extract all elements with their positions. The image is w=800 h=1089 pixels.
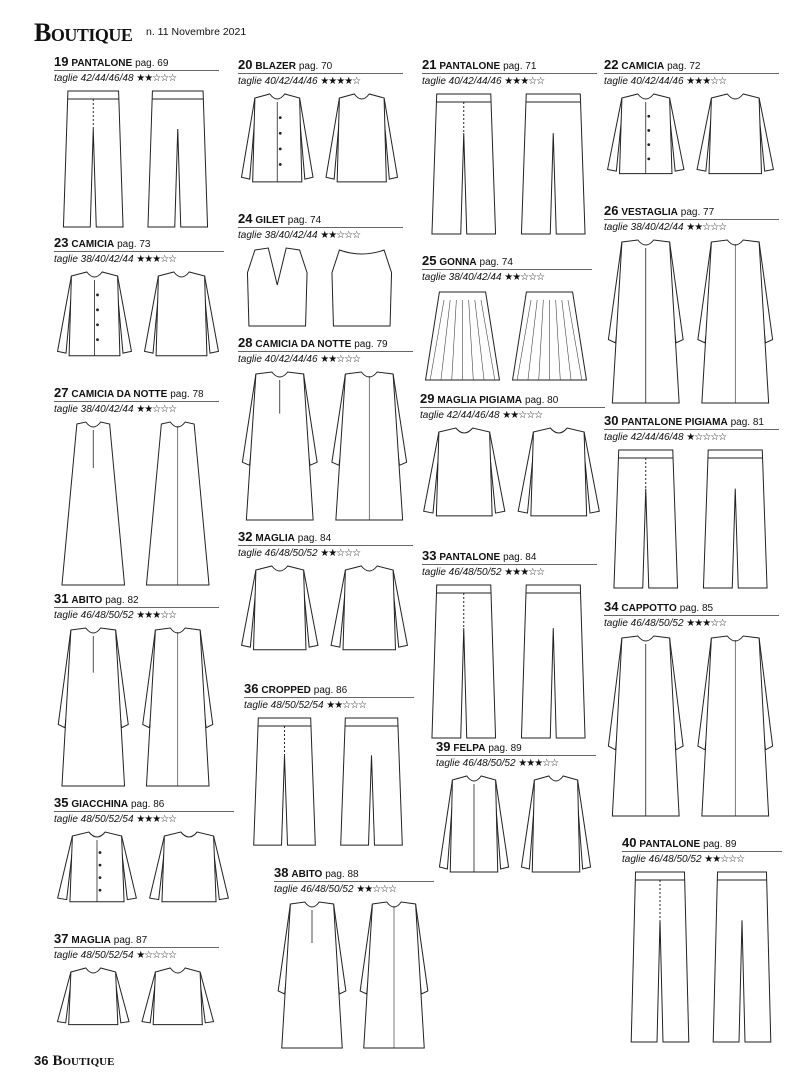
- item-page-ref: pag. 69: [135, 58, 169, 69]
- item-page-ref: pag. 78: [170, 389, 204, 400]
- item-sizes: taglie 42/44/46/48: [54, 73, 134, 84]
- garment-drawing: [54, 418, 219, 589]
- garment-sketch: [604, 236, 779, 407]
- item-sizes: taglie 38/40/42/44: [604, 222, 684, 233]
- item-number: 29: [420, 391, 435, 406]
- item-sizes: taglie 40/42/44/46: [422, 76, 502, 87]
- item-sizes: taglie 46/48/50/52: [238, 548, 318, 559]
- garment-drawing: [54, 87, 219, 231]
- item-sizes-line: [54, 401, 219, 416]
- item-title: [604, 204, 714, 219]
- item-page-ref: pag. 84: [297, 533, 332, 544]
- garment-sketch: [238, 368, 413, 524]
- garment-drawing: [244, 714, 414, 856]
- item-sizes: taglie 38/40/42/44: [54, 404, 134, 415]
- garment-sketch: [238, 562, 413, 673]
- pattern-item: [238, 336, 413, 526]
- pattern-item: [238, 530, 413, 675]
- item-sizes-line: [244, 697, 414, 712]
- item-title: [422, 549, 536, 564]
- item-title: [436, 740, 522, 755]
- item-title: [422, 254, 513, 269]
- item-sizes: taglie 40/42/44/46: [238, 354, 318, 365]
- garment-sketch: [604, 446, 779, 592]
- item-sizes-line: [422, 564, 597, 579]
- item-sizes: taglie 38/40/42/44: [238, 230, 318, 241]
- item-sizes: taglie 38/40/42/44: [54, 254, 134, 265]
- item-number: 27: [54, 385, 69, 400]
- item-title: [604, 58, 700, 73]
- difficulty-stars: ★★★★☆: [320, 76, 361, 87]
- item-sizes: taglie 48/50/52/54: [54, 814, 134, 825]
- pattern-item: [422, 254, 592, 386]
- item-name: MAGLIA: [255, 533, 295, 544]
- garment-drawing: [604, 90, 779, 196]
- item-title: [238, 336, 388, 351]
- item-number: 24: [238, 211, 253, 226]
- difficulty-stars: ★★★☆☆: [518, 758, 559, 769]
- item-name: FELPA: [453, 743, 486, 754]
- item-name: MAGLIA: [71, 935, 111, 946]
- garment-drawing: [422, 90, 597, 238]
- pattern-item: [604, 414, 779, 594]
- item-page-ref: pag. 79: [354, 339, 388, 350]
- item-name: CAMICIA DA NOTTE: [255, 339, 352, 350]
- item-page-ref: pag. 85: [679, 603, 714, 614]
- item-sizes-line: [54, 251, 224, 266]
- item-title: [238, 58, 332, 73]
- item-sizes: taglie 42/44/46/48: [420, 410, 500, 421]
- item-name: ABITO: [291, 869, 323, 880]
- item-name: MAGLIA PIGIAMA: [437, 395, 523, 406]
- pattern-item: [604, 600, 779, 822]
- item-name: BLAZER: [255, 61, 296, 72]
- item-number: 38: [274, 865, 289, 880]
- item-page-ref: pag. 74: [287, 215, 322, 226]
- garment-drawing: [622, 868, 782, 1046]
- item-title: [54, 592, 139, 607]
- item-page-ref: pag. 82: [105, 595, 139, 606]
- item-sizes-line: [54, 947, 219, 962]
- garment-drawing: [238, 90, 403, 206]
- item-number: 37: [54, 931, 69, 946]
- item-sizes-line: [422, 73, 597, 88]
- item-sizes-line: [604, 73, 779, 88]
- item-name: CAMICIA DA NOTTE: [71, 389, 168, 400]
- item-sizes: taglie 46/48/50/52: [622, 854, 702, 865]
- item-number: 33: [422, 548, 437, 563]
- pattern-item: [238, 58, 403, 208]
- footer-brand: Boutique: [52, 1053, 115, 1069]
- garment-sketch: [436, 772, 596, 898]
- issue-label: n. 11 Novembre 2021: [146, 26, 247, 38]
- item-name: ABITO: [71, 595, 103, 606]
- garment-sketch: [238, 90, 403, 206]
- item-page-ref: pag. 86: [130, 799, 165, 810]
- item-sizes: taglie 46/48/50/52: [436, 758, 516, 769]
- difficulty-stars: ★★☆☆☆: [320, 230, 361, 241]
- item-number: 39: [436, 739, 451, 754]
- item-title: [238, 212, 321, 227]
- item-sizes-line: [54, 70, 219, 85]
- item-title: [622, 836, 736, 851]
- item-page-ref: pag. 72: [667, 61, 701, 72]
- item-page-ref: pag. 87: [113, 935, 148, 946]
- item-page-ref: pag. 77: [680, 207, 715, 218]
- item-page-ref: pag. 74: [479, 257, 513, 268]
- difficulty-stars: ★★☆☆☆: [356, 884, 397, 895]
- item-name: PANTALONE: [639, 839, 701, 850]
- difficulty-stars: ★★★☆☆: [686, 618, 727, 629]
- difficulty-stars: ★★☆☆☆: [326, 700, 367, 711]
- item-name: CAMICIA: [621, 61, 665, 72]
- item-sizes: taglie 48/50/52/54: [244, 700, 324, 711]
- garment-sketch: [54, 964, 219, 1042]
- item-title: [422, 58, 536, 73]
- item-sizes-line: [238, 351, 413, 366]
- garment-sketch: [420, 424, 605, 540]
- garment-sketch: [422, 90, 597, 238]
- item-sizes-line: [54, 811, 234, 826]
- pattern-item: [54, 592, 219, 792]
- garment-drawing: [238, 244, 403, 330]
- item-number: 34: [604, 599, 619, 614]
- item-number: 30: [604, 413, 619, 428]
- difficulty-stars: ★★☆☆☆: [686, 222, 727, 233]
- item-number: 23: [54, 235, 69, 250]
- garment-sketch: [54, 87, 219, 231]
- item-page-ref: pag. 86: [313, 685, 348, 696]
- item-sizes: taglie 40/42/44/46: [604, 76, 684, 87]
- item-page-ref: pag. 70: [298, 61, 333, 72]
- item-sizes: taglie 46/48/50/52: [422, 567, 502, 578]
- item-page-ref: pag. 88: [325, 869, 359, 880]
- item-sizes: taglie 46/48/50/52: [54, 610, 134, 621]
- garment-sketch: [54, 624, 219, 790]
- item-name: GONNA: [439, 257, 477, 268]
- item-sizes: taglie 42/44/46/48: [604, 432, 684, 443]
- item-page-ref: pag. 73: [117, 239, 151, 250]
- item-number: 22: [604, 57, 619, 72]
- item-title: [54, 236, 150, 251]
- difficulty-stars: ★★☆☆☆: [136, 404, 177, 415]
- garment-sketch: [604, 632, 779, 820]
- garment-drawing: [604, 632, 779, 820]
- difficulty-stars: ★★★☆☆: [136, 814, 177, 825]
- pattern-item: [422, 58, 597, 240]
- garment-drawing: [604, 236, 779, 407]
- page-footer: [34, 1053, 114, 1070]
- item-title: [244, 682, 347, 697]
- item-number: 40: [622, 835, 637, 850]
- item-title: [274, 866, 359, 881]
- item-number: 25: [422, 253, 437, 268]
- garment-sketch: [54, 828, 234, 922]
- item-title: [420, 392, 558, 407]
- garment-sketch: [604, 90, 779, 196]
- item-number: 32: [238, 529, 253, 544]
- garment-sketch: [622, 868, 782, 1046]
- garment-sketch: [238, 244, 403, 330]
- item-number: 20: [238, 57, 253, 72]
- item-number: 31: [54, 591, 69, 606]
- pattern-item: [604, 58, 779, 198]
- item-number: 21: [422, 57, 437, 72]
- item-sizes-line: [604, 429, 779, 444]
- item-sizes-line: [54, 607, 219, 622]
- pattern-item: [244, 682, 414, 858]
- item-title: [54, 796, 164, 811]
- difficulty-stars: ★★☆☆☆: [136, 73, 177, 84]
- item-sizes-line: [274, 881, 434, 896]
- item-title: [54, 386, 204, 401]
- item-name: CAMICIA: [71, 239, 115, 250]
- garment-drawing: [238, 368, 413, 524]
- garment-sketch: [54, 268, 224, 379]
- item-name: CAPPOTTO: [621, 603, 677, 614]
- difficulty-stars: ★★★☆☆: [504, 567, 545, 578]
- item-number: 19: [54, 54, 69, 69]
- item-sizes-line: [604, 219, 779, 234]
- garment-drawing: [422, 581, 597, 742]
- garment-sketch: [422, 581, 597, 742]
- difficulty-stars: ★★☆☆☆: [704, 854, 745, 865]
- item-sizes: taglie 38/40/42/44: [422, 272, 502, 283]
- item-name: PANTALONE: [71, 58, 133, 69]
- garment-sketch: [244, 714, 414, 856]
- item-sizes-line: [622, 851, 782, 866]
- item-number: 35: [54, 795, 69, 810]
- garment-sketch: [274, 898, 434, 1052]
- item-number: 36: [244, 681, 259, 696]
- garment-drawing: [54, 828, 234, 922]
- difficulty-stars: ★★☆☆☆: [320, 354, 361, 365]
- item-sizes: taglie 46/48/50/52: [604, 618, 684, 629]
- pattern-item: [436, 740, 596, 900]
- item-name: PANTALONE: [439, 552, 501, 563]
- item-sizes-line: [422, 269, 592, 284]
- item-sizes: taglie 48/50/52/54: [54, 950, 134, 961]
- garment-drawing: [604, 446, 779, 592]
- item-title: [604, 414, 764, 429]
- difficulty-stars: ★☆☆☆☆: [686, 432, 727, 443]
- difficulty-stars: ★★☆☆☆: [320, 548, 361, 559]
- garment-drawing: [54, 964, 219, 1042]
- item-sizes-line: [238, 227, 403, 242]
- pattern-item: [422, 549, 597, 744]
- difficulty-stars: ★★★☆☆: [136, 610, 177, 621]
- difficulty-stars: ★★☆☆☆: [502, 410, 543, 421]
- item-name: GIACCHINA: [71, 799, 129, 810]
- garment-drawing: [274, 898, 434, 1052]
- pattern-item: [622, 836, 782, 1048]
- item-name: PANTALONE PIGIAMA: [621, 417, 728, 428]
- difficulty-stars: ★★☆☆☆: [504, 272, 545, 283]
- garment-drawing: [54, 268, 224, 379]
- pattern-item: [54, 796, 234, 924]
- item-sizes-line: [420, 407, 605, 422]
- item-page-ref: pag. 81: [730, 417, 764, 428]
- difficulty-stars: ★★★☆☆: [686, 76, 727, 87]
- pattern-item: [54, 55, 219, 233]
- item-title: [604, 600, 713, 615]
- item-title: [238, 530, 331, 545]
- garment-drawing: [420, 424, 605, 540]
- item-name: CROPPED: [261, 685, 311, 696]
- garment-sketch: [422, 286, 592, 384]
- pattern-item: [274, 866, 434, 1054]
- item-sizes-line: [436, 755, 596, 770]
- item-name: GILET: [255, 215, 285, 226]
- difficulty-stars: ★☆☆☆☆: [136, 950, 177, 961]
- page-number: 36: [34, 1053, 49, 1068]
- difficulty-stars: ★★★☆☆: [504, 76, 545, 87]
- item-page-ref: pag. 80: [524, 395, 559, 406]
- item-sizes-line: [604, 615, 779, 630]
- item-number: 28: [238, 335, 253, 350]
- item-title: [54, 55, 168, 70]
- pattern-item: [54, 932, 219, 1044]
- item-title: [54, 932, 147, 947]
- garment-sketch: [54, 418, 219, 589]
- pattern-item: [604, 204, 779, 409]
- magazine-logo: Boutique: [34, 18, 133, 47]
- item-sizes: taglie 40/42/44/46: [238, 76, 318, 87]
- item-name: VESTAGLIA: [621, 207, 678, 218]
- item-page-ref: pag. 71: [503, 61, 537, 72]
- garment-drawing: [54, 624, 219, 790]
- pattern-item: [54, 236, 224, 381]
- pattern-item: [238, 212, 403, 332]
- pattern-item: [54, 386, 219, 591]
- difficulty-stars: ★★★☆☆: [136, 254, 177, 265]
- garment-drawing: [238, 562, 413, 673]
- garment-drawing: [422, 286, 592, 384]
- item-page-ref: pag. 89: [488, 743, 522, 754]
- pattern-item: [420, 392, 605, 542]
- item-name: PANTALONE: [439, 61, 501, 72]
- item-sizes-line: [238, 545, 413, 560]
- item-sizes-line: [238, 73, 403, 88]
- item-number: 26: [604, 203, 619, 218]
- garment-drawing: [436, 772, 596, 898]
- item-page-ref: pag. 84: [503, 552, 537, 563]
- item-page-ref: pag. 89: [703, 839, 737, 850]
- item-sizes: taglie 46/48/50/52: [274, 884, 354, 895]
